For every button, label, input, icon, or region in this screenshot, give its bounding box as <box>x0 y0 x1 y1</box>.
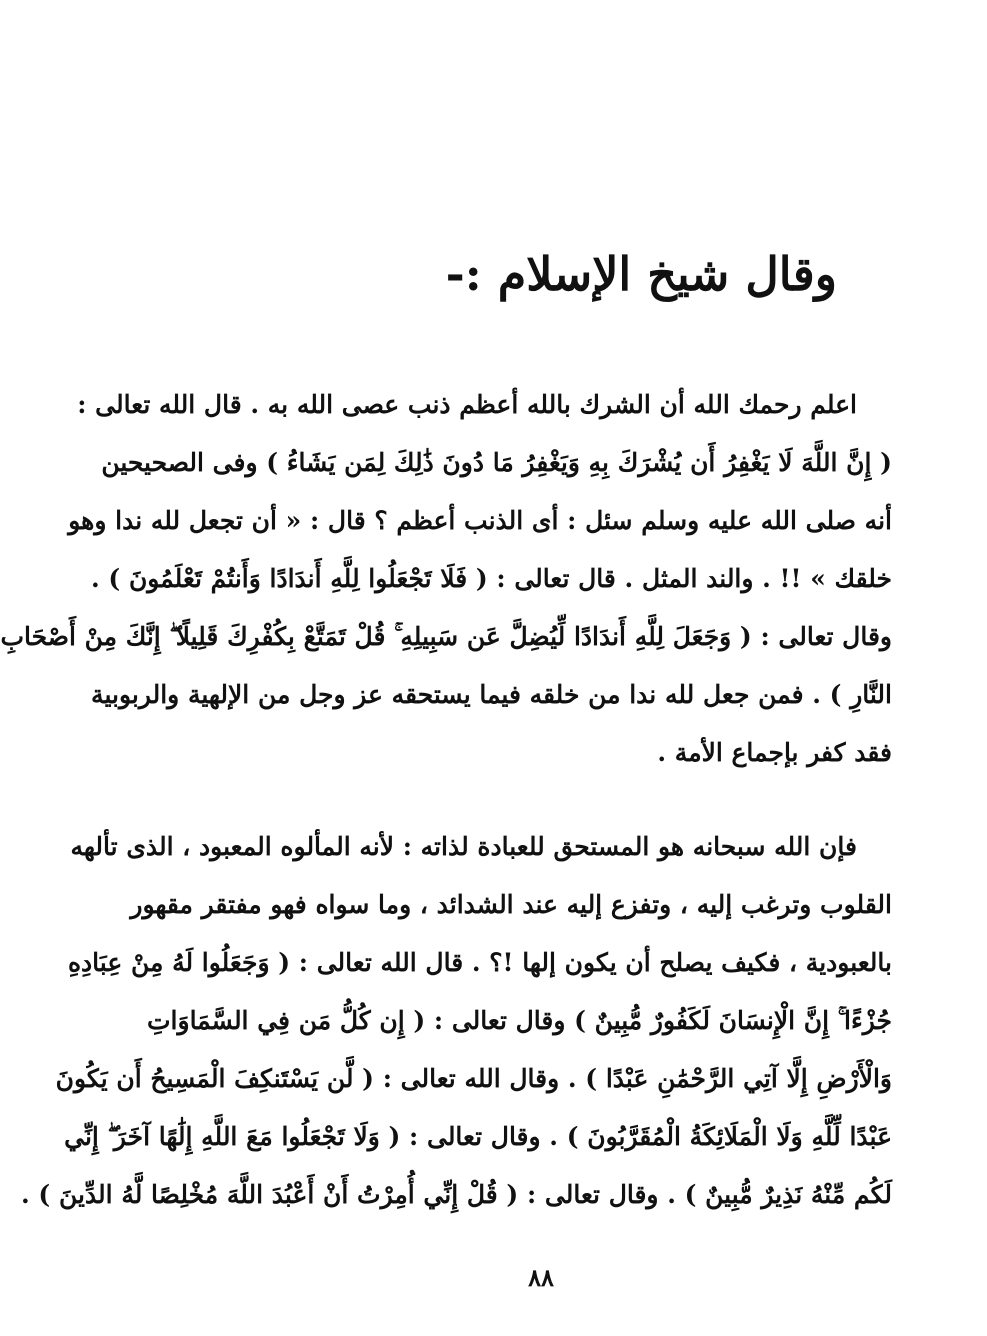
paragraph-2-line: القلوب وترغب إليه ، وتفزع إليه عند الشدائد ، وما سواه فهو مفتقر مقهور <box>130 890 892 919</box>
page-number: ٨٨ <box>528 1263 554 1292</box>
paragraph-1-line: النَّارِ ) . فمن جعل لله ندا من خلقه فيما يستحقه عز وجل من الإلهية والربوبية <box>91 680 892 709</box>
paragraph-2-line: عَبْدًا لِّلَّهِ وَلَا الْمَلَائِكَةُ الْمُقَرَّبُونَ ) . وقال تعالى : ( وَلَا تَجْعَلُوا مَعَ اللَّهِ إِلَٰهًا آخَرَ ۖ إِنِّي <box>64 1122 892 1151</box>
section-heading: وقال شيخ الإسلام :- <box>445 247 837 301</box>
paragraph-1-line: أنه صلى الله عليه وسلم سئل : أى الذنب أعظم ؟ قال : « أن تجعل لله ندا وهو <box>68 506 892 535</box>
paragraph-2-line: لَكُم مِّنْهُ نَذِيرٌ مُّبِينٌ ) . وقال تعالى : ( قُلْ إِنِّي أُمِرْتُ أَنْ أَعْبُدَ اللَّهَ مُخْلِصًا لَّهُ الدِّينَ ) . <box>21 1180 892 1209</box>
paragraph-1-line: اعلم رحمك الله أن الشرك بالله أعظم ذنب عصى الله به . قال الله تعالى : <box>77 390 857 419</box>
paragraph-2-line: فإن الله سبحانه هو المستحق للعبادة لذاته : لأنه المألوه المعبود ، الذى تألهه <box>70 832 857 861</box>
paragraph-1-line: وقال تعالى : ( وَجَعَلَ لِلَّهِ أَندَادًا لِّيُضِلَّ عَن سَبِيلِهِ ۚ قُلْ تَمَتَّعْ بِكُفْرِكَ قَلِيلًا ۖ إِنَّكَ مِنْ أَصْحَابِ <box>0 622 892 651</box>
paragraph-2-line: جُزْءًا ۚ إِنَّ الْإِنسَانَ لَكَفُورٌ مُّبِينٌ ) وقال تعالى : ( إِن كُلُّ مَن فِي السَّمَاوَاتِ <box>147 1006 892 1035</box>
paragraph-2-line: بالعبودية ، فكيف يصلح أن يكون إلها !؟ . قال الله تعالى : ( وَجَعَلُوا لَهُ مِنْ عِبَادِهِ <box>67 948 892 977</box>
paragraph-2-line: وَالْأَرْضِ إِلَّا آتِي الرَّحْمَٰنِ عَبْدًا ) . وقال الله تعالى : ( لَّن يَسْتَنكِفَ الْمَسِيحُ أَن يَكُونَ <box>55 1064 892 1093</box>
paragraph-1-line: خلقك » !! . والند المثل . قال تعالى : ( فَلَا تَجْعَلُوا لِلَّهِ أَندَادًا وَأَنتُمْ تَعْلَمُونَ ) . <box>91 564 892 593</box>
paragraph-1-line: فقد كفر بإجماع الأمة . <box>657 738 892 767</box>
paragraph-2 <box>21 818 892 1224</box>
paragraph-1-line: ( إِنَّ اللَّهَ لَا يَغْفِرُ أَن يُشْرَكَ بِهِ وَيَغْفِرُ مَا دُونَ ذَٰلِكَ لِمَن يَشَاءُ ) وفى الصحيحين <box>101 448 892 477</box>
paragraph-1 <box>0 376 892 782</box>
